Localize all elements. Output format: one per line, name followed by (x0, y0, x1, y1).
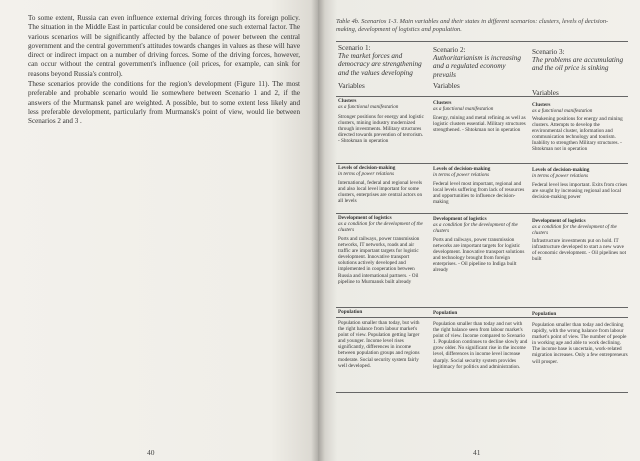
row-population-heading-1: Population (338, 309, 363, 315)
row-decision-sub-2: in terms of power relations (433, 172, 490, 178)
row-clusters-sub-2: as a functional manifestation (433, 106, 494, 112)
scenario-2-title: Scenario 2: (433, 46, 466, 54)
table-top-rule (336, 41, 628, 42)
row-rule-2 (336, 213, 628, 214)
row-clusters-sub-1: as a functional manifestation (338, 104, 399, 110)
decision-scenario-1: International, federal and regional levels and also local level important for some clusters, enterprises are central actors on all levels (338, 180, 423, 205)
scenario-3-title: Scenario 3: (532, 48, 565, 56)
row-clusters-heading-3: Clusters (532, 102, 551, 108)
row-logistics-heading-3: Development of logistics (532, 218, 586, 224)
row-decision-heading-1: Levels of decision-making (338, 165, 396, 171)
clusters-scenario-1: Stronger positions for energy and logistic clusters, mining industry modernized through investments. Military structures directed towards prevention of terrorism. - Shtokman in operation (338, 114, 424, 145)
logistics-scenario-3: Infrastructure investments put on hold. IT infrastructure developed to start a new wave of economic development. - Oil pipelines not built (532, 238, 627, 263)
variables-label-1: Variables (338, 82, 365, 90)
row-clusters-sub-3: as a functional manifestation (532, 108, 593, 114)
row-clusters-heading-2: Clusters (433, 100, 452, 106)
table-caption: Table 4b. Scenarios 1-3. Main variables and their states in different scenarios: clusters, levels of decision-making, development of logistics and population. (336, 18, 609, 33)
decision-scenario-3: Federal level less important. Exits from crises are sought by increasing regional and local decision-making power (532, 182, 628, 201)
table-bottom-rule (336, 392, 628, 393)
row-population-heading-2: Population (433, 310, 458, 316)
variables-label-3: Variables (532, 89, 559, 97)
row-clusters-heading-1: Clusters (338, 98, 357, 104)
body-paragraph-2: These scenarios provide the conditions for the region's development (Figure 11). The most preferable and probable scenario would lie somewhere between Scenario 1 and 2, if the answers of the Murmansk panel are weighted. A possible, but to some extent less likely and less preferable development, particularly from Murmansk's point of view, would lie between Scenarios 2 and 3 . (28, 80, 300, 126)
page-number-left: 40 (147, 448, 155, 457)
row-decision-sub-1: in terms of power relations (338, 171, 395, 177)
page-number-right: 41 (473, 448, 481, 457)
population-scenario-2: Population smaller than today and not with the right balance seen from labour market's point of view. Income compared to Scenario 1. Population continues to decline slowly and grow older. No significant rise in the income level, differences in income level increase sharply. Social security system provides legitimacy for politics and administration. (433, 321, 528, 370)
scenario-3-desc: The problems are accumulating and the oil price is sinking (532, 56, 624, 73)
row-logistics-sub-2: as a condition for the development of the clusters (433, 222, 518, 235)
row-population-heading-3: Population (532, 311, 557, 317)
row-logistics-heading-2: Development of logistics (433, 216, 487, 222)
left-page (0, 0, 318, 461)
right-page (318, 0, 640, 461)
variables-label-2: Variables (433, 82, 460, 90)
decision-scenario-2: Federal level most important, regional and local levels suffering from lack of resources and opportunities to influence decision-making (433, 181, 525, 206)
row-rule-3 (336, 307, 628, 308)
row-decision-sub-3: in terms of power relations (532, 173, 589, 179)
scenario-2-desc: Authoritarianism is increasing and a regulated economy prevails (433, 54, 521, 79)
variables-rule (336, 96, 628, 97)
logistics-scenario-1: Ports and railways, power transmission networks, IT networks, roads and air traffic are important targets for logistic development. Innovative transport solutions actively developed and implemented in cooperation between Russia and international partners. - Oil pipeline to Murmansk built already (338, 236, 420, 285)
row-decision-heading-3: Levels of decision-making (532, 167, 590, 173)
population-scenario-3: Population smaller than today and declining rapidly, with the wrong balance from labour market's point of view. The number of people in working age and able to work declining. The income base is uncertain, work-related migration increases. Only a few entrepreneurs will prosper. (532, 322, 628, 365)
row-rule-1 (336, 163, 628, 164)
scenario-1-desc: The market forces and democracy are strengthening and the values developing (338, 52, 422, 77)
book-gutter (311, 0, 325, 461)
population-rule (336, 317, 628, 318)
clusters-scenario-3: Weakening positions for energy and mining clusters. Attempts to develop the environmental cluster, information and communication technology and tourism. Inability to strengthen Military structures. - Shtokman not in operation (532, 116, 623, 153)
body-paragraph-1: To some extent, Russia can even influence external driving forces through its foreign policy. The situation in the Middle East in particular could be considered one such external factor. The various scenarios will be significantly affected by the balance of power between the central government and the central government's attitudes towards changes in values as these will have direct or indirect impact on a number of driving forces. Some of the driving forces, however, can occur without the central government's influence (oil prices, for example, can sink for reasons beyond Russia's control). (28, 14, 300, 78)
row-decision-heading-2: Levels of decision-making (433, 166, 491, 172)
row-logistics-sub-3: as a condition for the development of the clusters (532, 224, 617, 237)
clusters-scenario-2: Energy, mining and metal refining as well as logistic clusters essential. Military structures strengthened. - Shtokman not in operation (433, 115, 526, 134)
population-scenario-1: Population smaller than today, but with the right balance from labour market's point of view. Population getting larger and younger. Income level rises significantly, differences in income between population groups and regions moderate. Social security system fairly well developed. (338, 320, 420, 369)
logistics-scenario-2: Ports and railways, power transmission networks are important targets for logistic development. Innovative transport solutions and technology brought from foreign enterprises. - Oil pipeline to Indiga built already (433, 237, 525, 274)
row-logistics-sub-1: as a condition for the development of the clusters (338, 221, 423, 234)
scenario-1-title: Scenario 1: (338, 44, 371, 52)
row-logistics-heading-1: Development of logistics (338, 215, 392, 221)
